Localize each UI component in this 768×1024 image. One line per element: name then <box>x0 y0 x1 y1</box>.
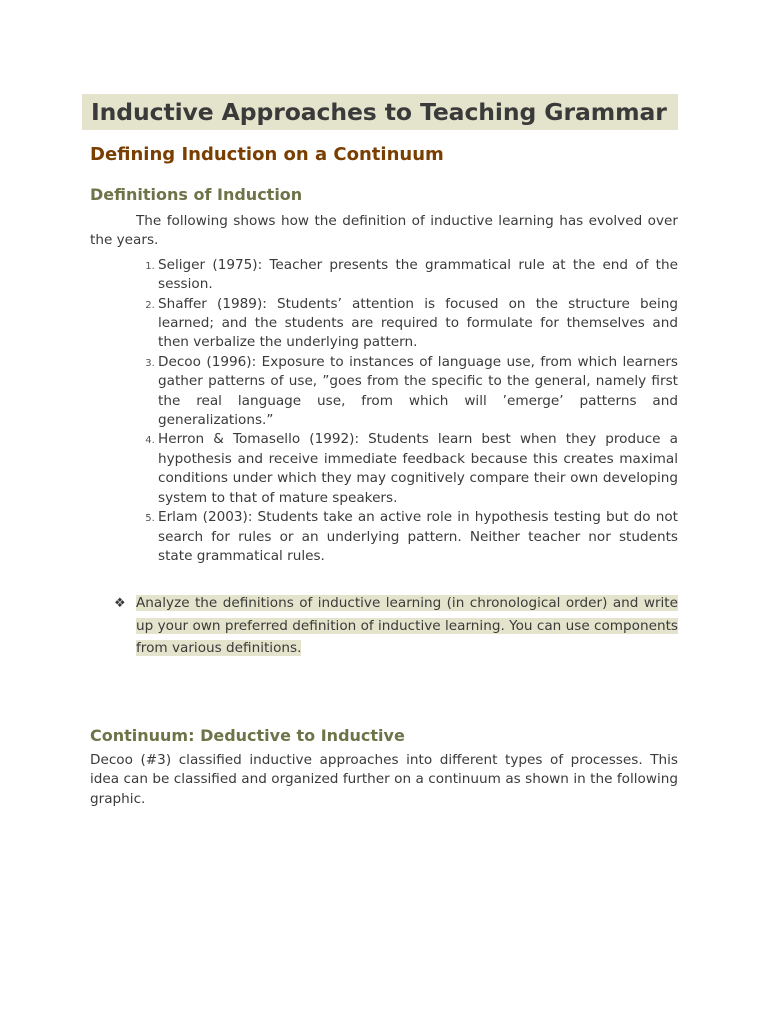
list-item: 3. Decoo (1996): Exposure to instances of language use, from which learners gather patterns of use, ”goes from the specific to the general, namely first the real language use, from which will ’emerge’ patterns and generalizations.” <box>158 353 678 431</box>
continuum-heading: Continuum: Deductive to Inductive <box>90 725 405 745</box>
definitions-intro: The following shows how the definition of inductive learning has evolved over the years. <box>90 213 678 249</box>
title-banner <box>82 94 678 130</box>
continuum-text: Decoo (#3) classified inductive approaches into different types of processes. This idea can be classified and organized further on a continuum as shown in the following graphic. <box>90 751 678 807</box>
section-heading: Defining Induction on a Continuum <box>90 144 444 165</box>
page-title: Inductive Approaches to Teaching Grammar <box>91 98 667 126</box>
diamond-bullet-icon: ❖ <box>114 596 126 612</box>
task-text: Analyze the definitions of inductive learning (in chronological order) and write up your own preferred definition of inductive learning. You can use components from various definitions. <box>136 595 678 657</box>
definitions-list <box>90 256 678 567</box>
definitions-heading: Definitions of Induction <box>90 185 303 204</box>
list-item: 5. Erlam (2003): Students take an active role in hypothesis testing but do not search for rules or an underlying pattern. Neither teacher nor students state grammatical rules. <box>158 508 678 566</box>
task-callout <box>90 592 678 660</box>
list-item: 2. Shaffer (1989): Students’ attention is focused on the structure being learned; and the students are required to formulate for themselves and then verbalize the underlying pattern. <box>158 295 678 353</box>
list-item: 1. Seliger (1975): Teacher presents the grammatical rule at the end of the session. <box>158 256 678 295</box>
list-item: 4. Herron & Tomasello (1992): Students learn best when they produce a hypothesis and receive immediate feedback because this creates maximal conditions under which they may cognitively compare their own developing system to that of mature speakers. <box>158 430 678 508</box>
task-text-wrapper <box>136 592 678 660</box>
document-page <box>90 94 678 809</box>
